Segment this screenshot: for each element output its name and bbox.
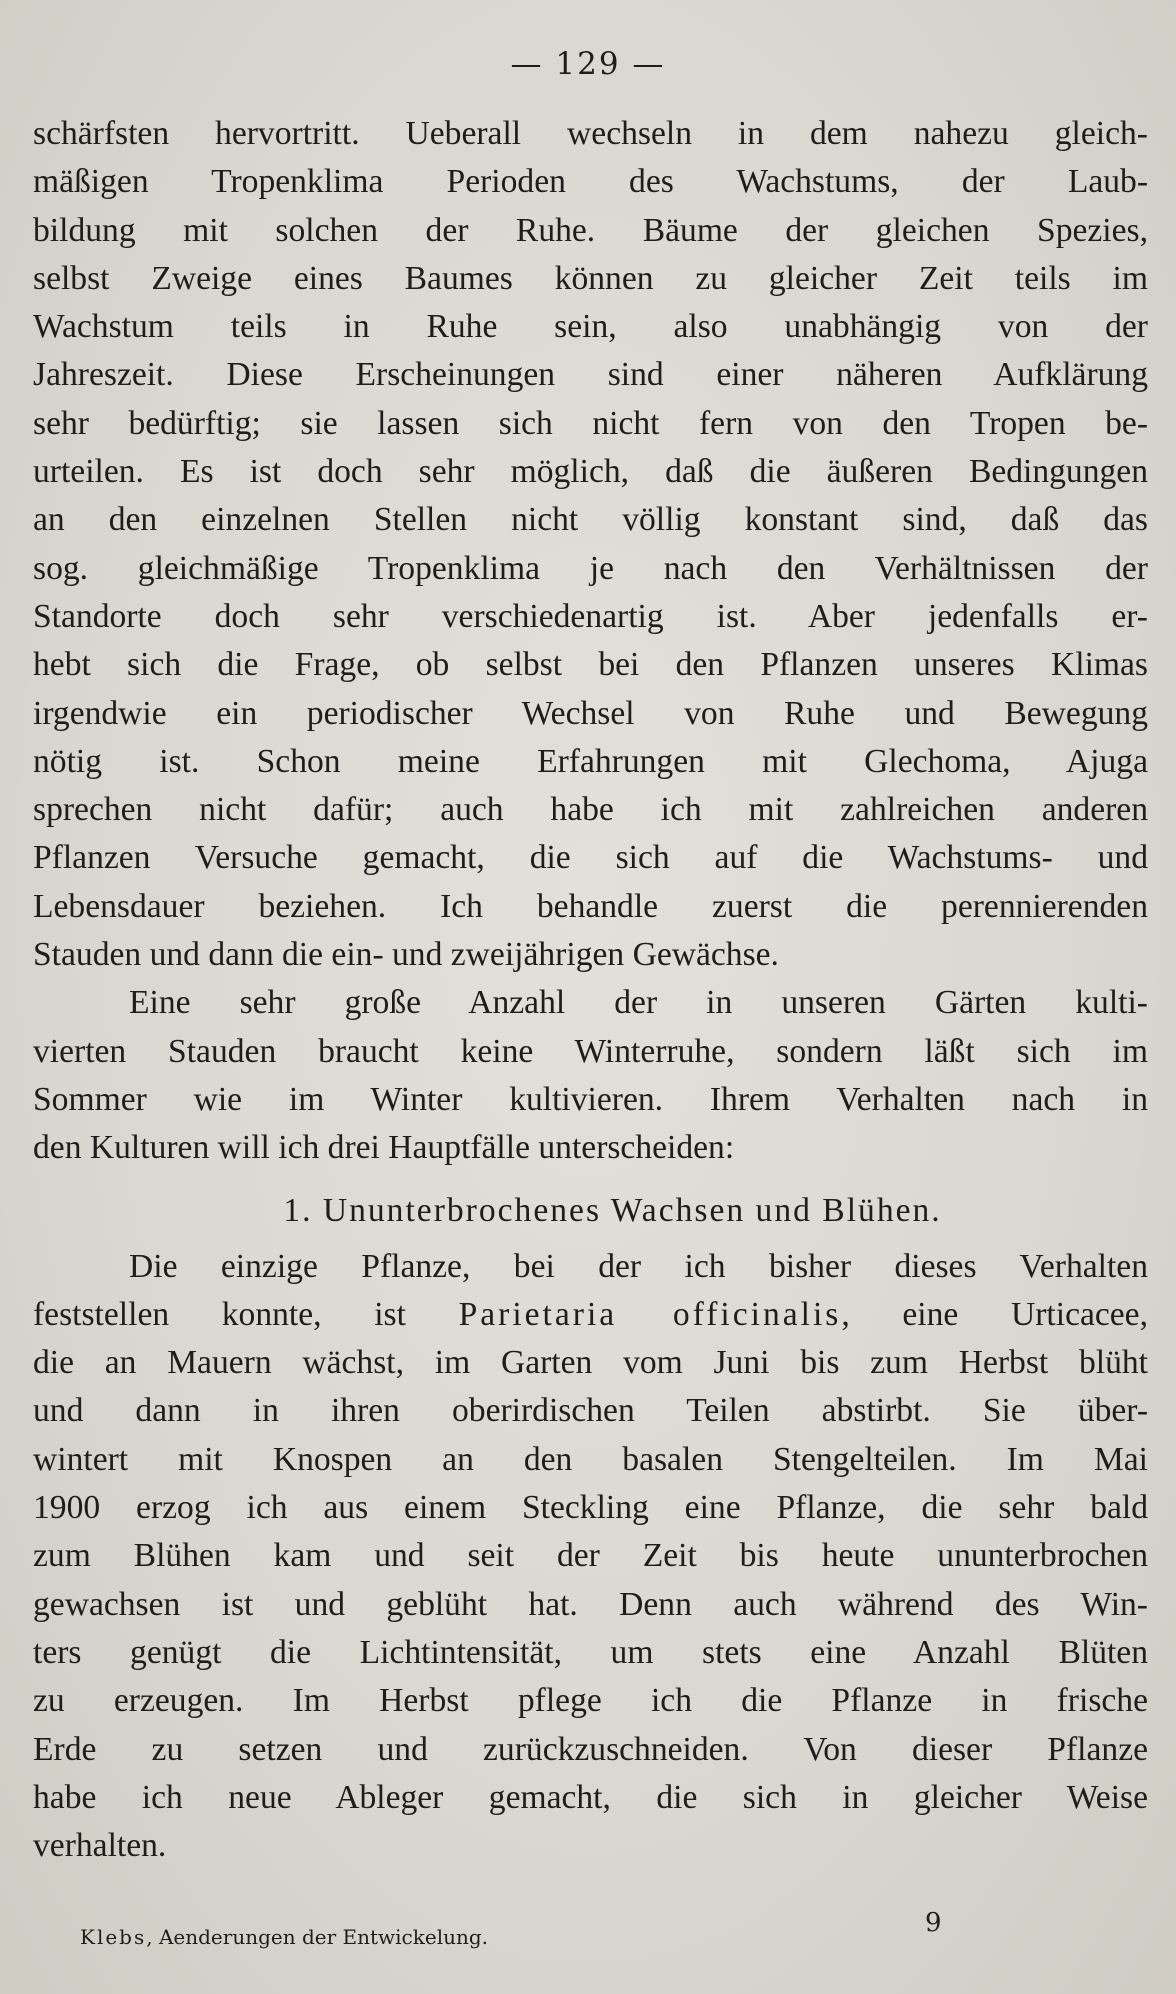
text-line: zum Blühen kam und seit der Zeit bis heute ununterbrochen <box>33 1537 1148 1575</box>
text-line: Sommer wie im Winter kultivieren. Ihrem Verhalten nach in <box>33 1080 1148 1118</box>
text-line: Standorte doch sehr verschiedenartig ist. Aber jedenfalls er- <box>33 597 1148 635</box>
text-line: an den einzelnen Stellen nicht völlig konstant sind, daß das <box>33 501 1148 539</box>
text-line: bildung mit solchen der Ruhe. Bäume der gleichen Spezies, <box>33 211 1148 249</box>
text-line: gewachsen ist und geblüht hat. Denn auch während des Win- <box>33 1585 1148 1623</box>
text-line: zu erzeugen. Im Herbst pflege ich die Pflanze in frische <box>33 1682 1148 1720</box>
text-line: Die einzige Pflanze, bei der ich bisher dieses Verhalten <box>129 1247 1148 1285</box>
text-line: urteilen. Es ist doch sehr möglich, daß die äußeren Bedingungen <box>33 453 1148 491</box>
text-line: Erde zu setzen und zurückzuschneiden. Von dieser Pflanze <box>33 1730 1148 1768</box>
text-line: mäßigen Tropenklima Perioden des Wachstums, der Laub- <box>33 163 1148 201</box>
text-line: ters genügt die Lichtintensität, um stets eine Anzahl Blüten <box>33 1633 1148 1671</box>
text-line: hebt sich die Frage, ob selbst bei den Pflanzen unseres Klimas <box>33 646 1148 684</box>
page-number: — 129 — <box>510 46 666 82</box>
text-line: irgendwie ein periodischer Wechsel von Ruhe und Bewegung <box>33 694 1148 732</box>
paragraph-3 <box>33 1243 1148 1871</box>
text-line <box>33 1291 1148 1339</box>
text-line: sehr bedürftig; sie lassen sich nicht fern von den Tropen be- <box>33 404 1148 442</box>
text-fragment: feststellen konnte, ist <box>33 1295 406 1333</box>
text-line: Pflanzen Versuche gemacht, die sich auf die Wachstums- und <box>33 839 1148 877</box>
text-line: Wachstum teils in Ruhe sein, also unabhängig von der <box>33 308 1148 346</box>
species-name: Parietaria officinalis <box>458 1295 842 1333</box>
text-line: sprechen nicht dafür; auch habe ich mit zahlreichen anderen <box>33 791 1148 829</box>
footer-citation <box>80 1925 960 1961</box>
text-line: 1900 erzog ich aus einem Steckling eine Pflanze, die sehr bald <box>33 1489 1148 1527</box>
text-line: Stauden und dann die ein- und zweijährigen Gewächse. <box>33 936 779 974</box>
text-line: Lebensdauer beziehen. Ich behandle zuerst die perennierenden <box>33 887 1148 925</box>
footer-title: , Aenderungen der Entwickelung. <box>146 1925 489 1949</box>
text-line: verhalten. <box>33 1827 167 1865</box>
body-text <box>33 110 1148 1870</box>
text-line: selbst Zweige eines Baumes können zu gleicher Zeit teils im <box>33 259 1148 297</box>
footer-author: Klebs <box>80 1925 147 1949</box>
text-line: Jahreszeit. Diese Erscheinungen sind einer näheren Aufklärung <box>33 356 1148 394</box>
text-line: habe ich neue Ableger gemacht, die sich in gleicher Weise <box>33 1778 1148 1816</box>
signature-mark: 9 <box>925 1908 942 1938</box>
section-heading: 1. Ununterbrochenes Wachsen und Blühen. <box>283 1191 942 1229</box>
text-fragment: , eine Urticacee, <box>841 1295 1148 1333</box>
text-line: und dann in ihren oberirdischen Teilen abstirbt. Sie über- <box>33 1392 1148 1430</box>
text-line: vierten Stauden braucht keine Winterruhe, sondern läßt sich im <box>33 1032 1148 1070</box>
text-line: wintert mit Knospen an den basalen Stengelteilen. Im Mai <box>33 1440 1148 1478</box>
text-line: sog. gleichmäßige Tropenklima je nach den Verhältnissen der <box>33 549 1148 587</box>
text-line: schärfsten hervortritt. Ueberall wechseln in dem nahezu gleich- <box>33 115 1148 152</box>
text-line: nötig ist. Schon meine Erfahrungen mit Glechoma, Ajuga <box>33 742 1148 780</box>
text-line: Eine sehr große Anzahl der in unseren Gärten kulti- <box>129 984 1148 1022</box>
text-line: die an Mauern wächst, im Garten vom Juni bis zum Herbst blüht <box>33 1344 1148 1382</box>
paragraph-1 <box>33 110 1148 979</box>
paragraph-2 <box>33 979 1148 1172</box>
text-line: den Kulturen will ich drei Hauptfälle unterscheiden: <box>33 1129 735 1167</box>
